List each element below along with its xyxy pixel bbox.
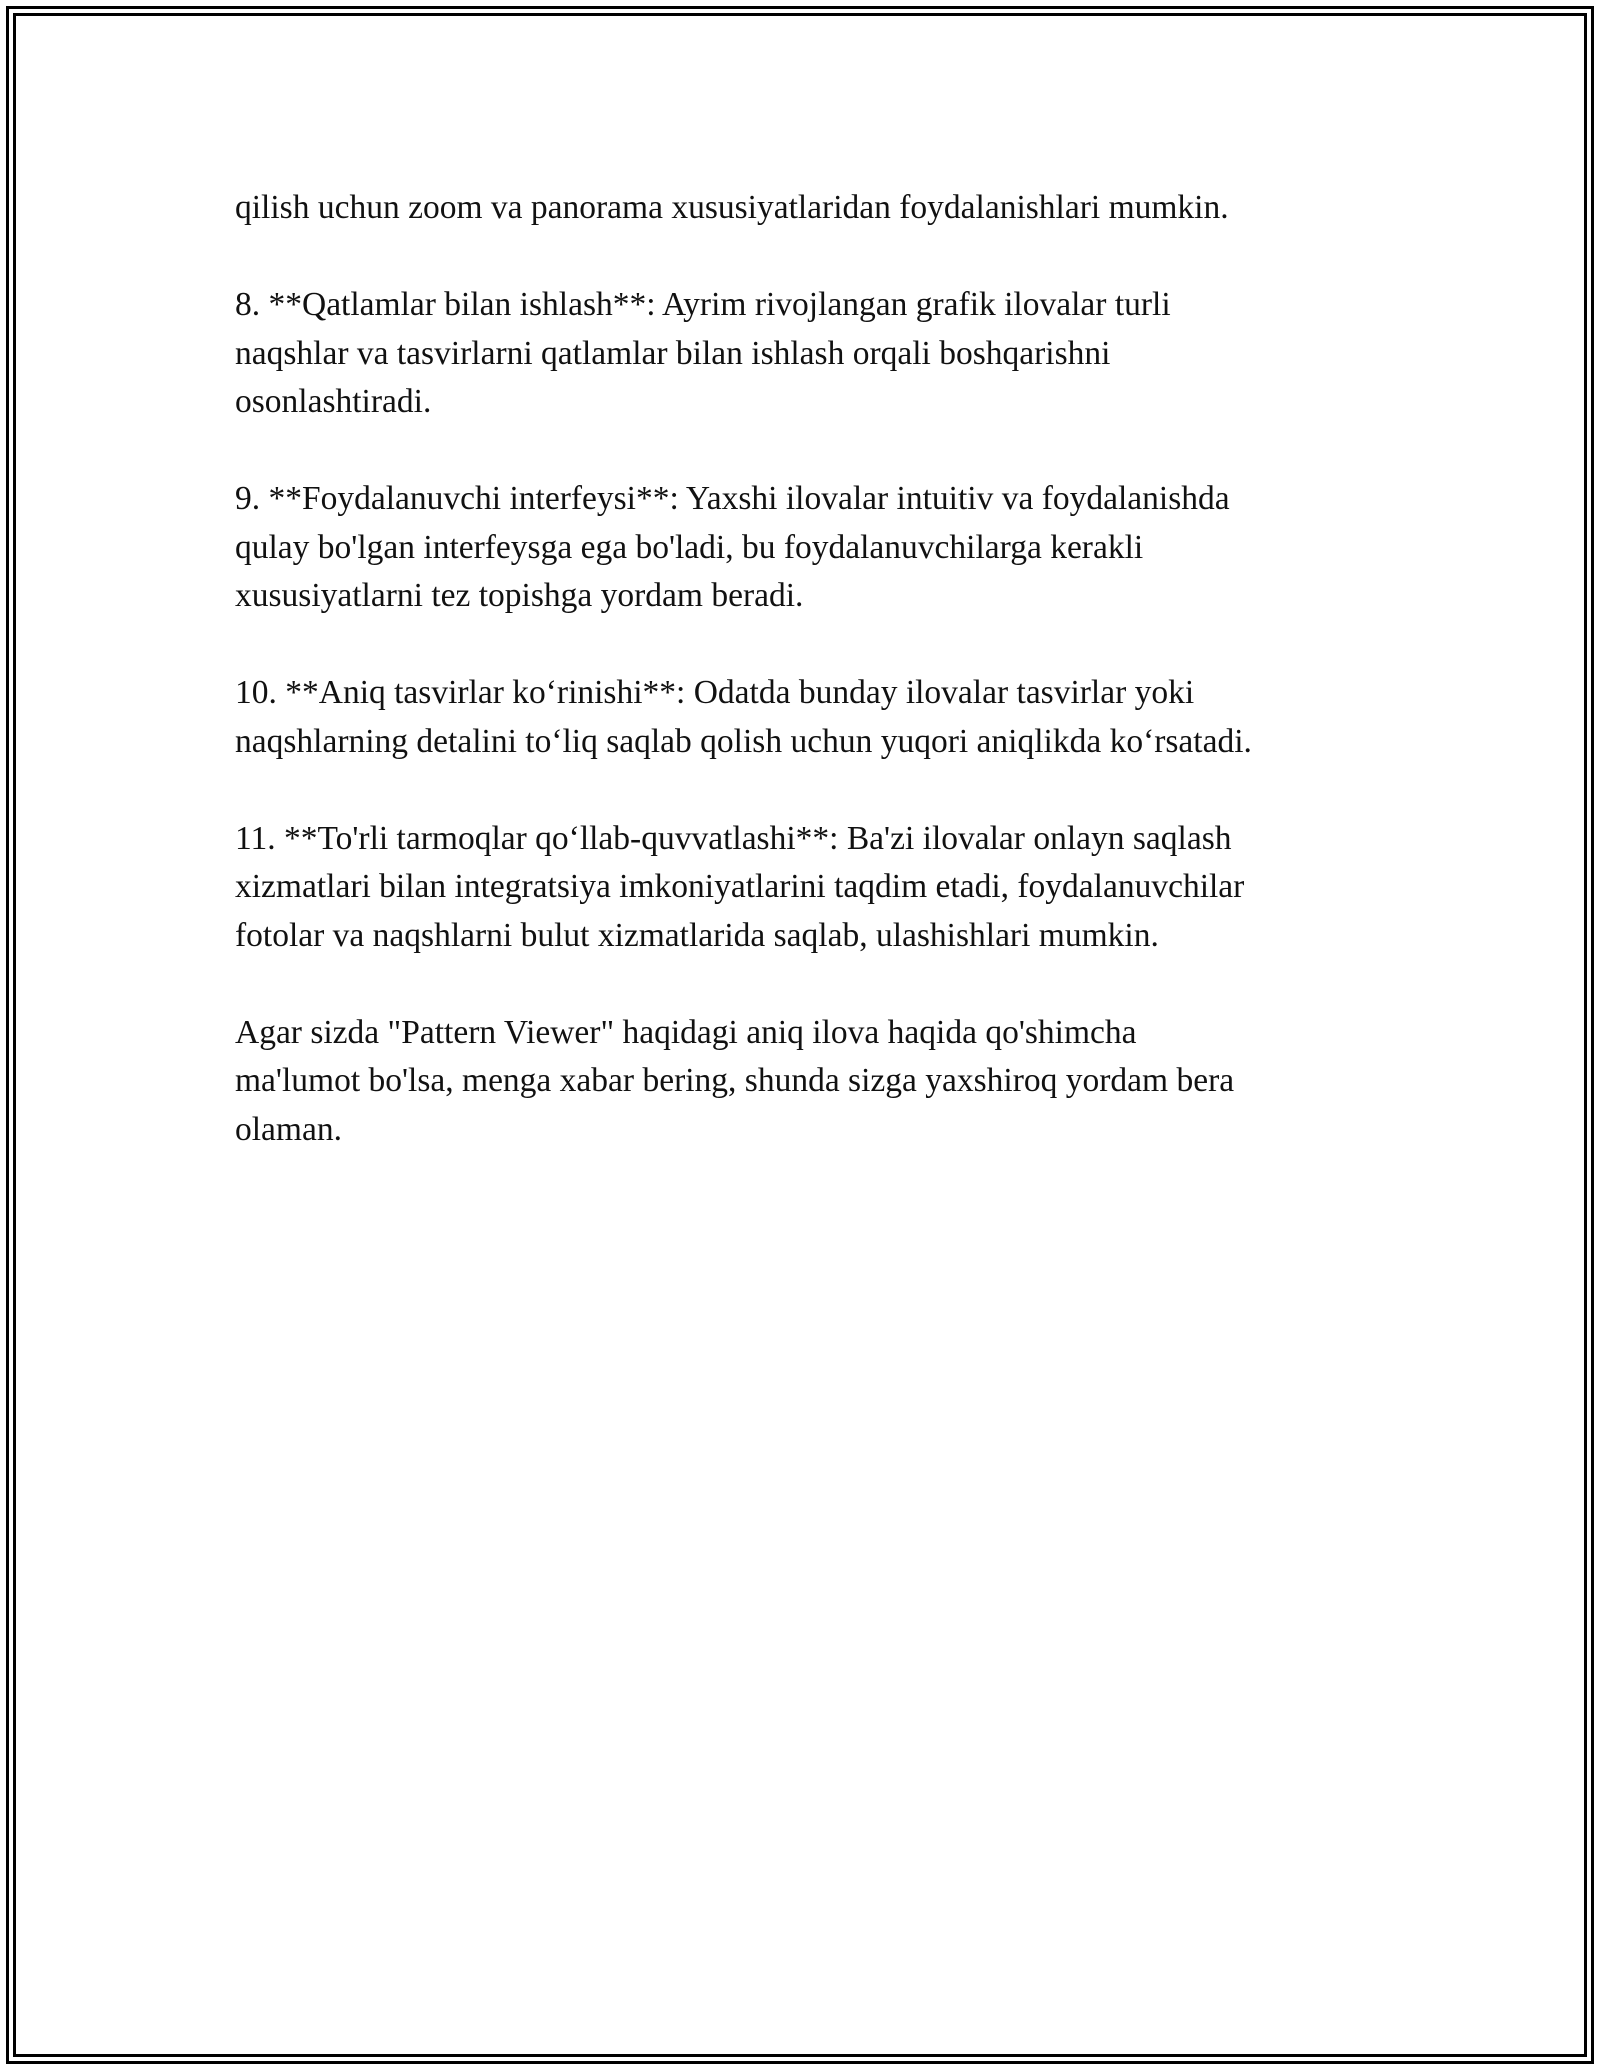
text-line: 10. **Aniq tasvirlar koʻrinishi**: Odatda bunday ilovalar tasvirlar yoki — [235, 674, 1195, 711]
text-line: xizmatlari bilan integratsiya imkoniyatlarini taqdim etadi, foydalanuvchilar — [235, 868, 1245, 905]
text-line: qilish uchun zoom va panorama xususiyatlaridan foydalanishlari mumkin. — [235, 189, 1229, 226]
text-line: osonlashtiradi. — [235, 383, 432, 420]
document-body — [235, 184, 1365, 1203]
paragraph-closing — [235, 1009, 1365, 1155]
text-line: 8. **Qatlamlar bilan ishlash**: Ayrim rivojlangan grafik ilovalar turli — [235, 286, 1171, 323]
paragraph-item-10 — [235, 669, 1365, 766]
text-line: olaman. — [235, 1110, 342, 1148]
text-line: fotolar va naqshlarni bulut xizmatlarida saqlab, ulashishlari mumkin. — [235, 916, 1159, 954]
text-line: ma'lumot bo'lsa, menga xabar bering, shunda sizga yaxshiroq yordam bera — [235, 1062, 1235, 1099]
paragraph-item-9 — [235, 475, 1365, 621]
text-line: naqshlarning detalini toʻliq saqlab qolish uchun yuqori aniqlikda koʻrsatadi. — [235, 722, 1252, 760]
text-line: 11. **To'rli tarmoqlar qoʻllab-quvvatlashi**: Ba'zi ilovalar onlayn saqlash — [235, 819, 1232, 857]
text-line: xususiyatlarni tez topishga yordam beradi. — [235, 577, 804, 614]
text-line: Agar sizda "Pattern Viewer" haqidagi aniq ilova haqida qo'shimcha — [235, 1013, 1137, 1051]
paragraph-item-8 — [235, 281, 1365, 427]
text-line: 9. **Foydalanuvchi interfeysi**: Yaxshi ilovalar intuitiv va foydalanishda — [235, 480, 1230, 517]
paragraph-continuation — [235, 184, 1365, 233]
paragraph-item-11 — [235, 815, 1365, 961]
text-line: naqshlar va tasvirlarni qatlamlar bilan ishlash orqali boshqarishni — [235, 334, 1111, 372]
text-line: qulay bo'lgan interfeysga ega bo'ladi, bu foydalanuvchilarga kerakli — [235, 528, 1144, 566]
